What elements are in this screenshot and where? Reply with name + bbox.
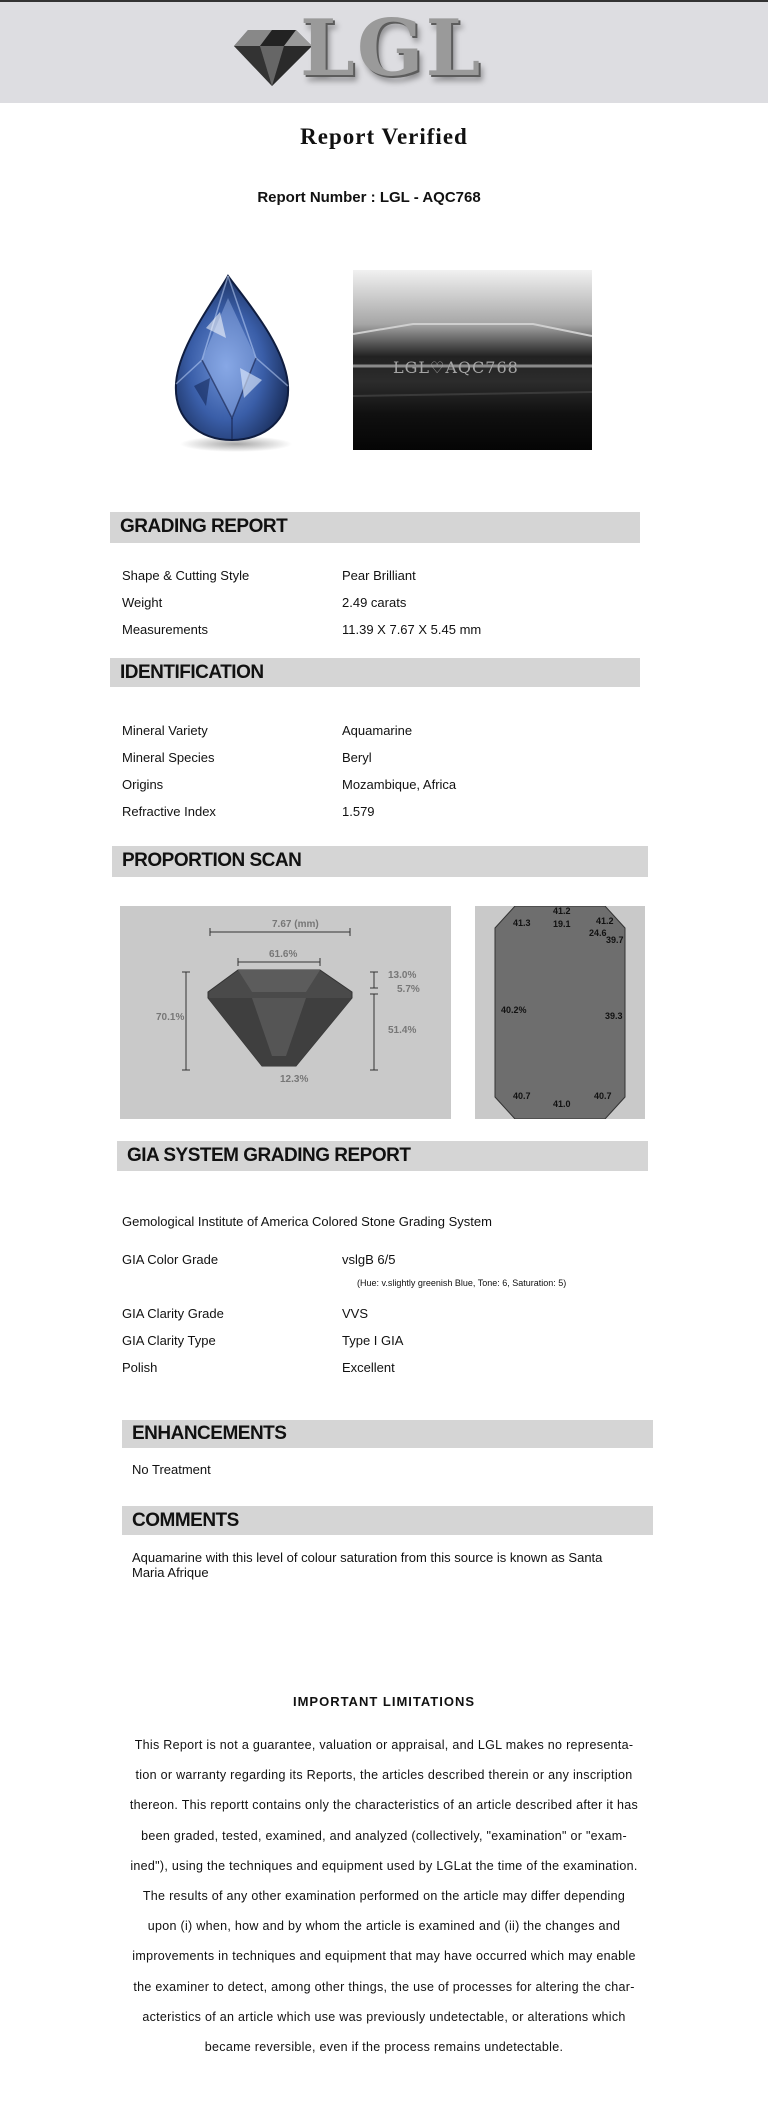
enhancements-text: No Treatment	[132, 1462, 211, 1477]
grading-report-heading: GRADING REPORT	[110, 512, 640, 543]
proportion-scan-heading: PROPORTION SCAN	[112, 846, 648, 877]
page-title: Report Verified	[300, 124, 468, 149]
mid-measure-right: 39.3	[605, 1011, 623, 1021]
row-label-gia-clarity: GIA Clarity Grade	[122, 1306, 224, 1321]
bottom-measure-left: 40.7	[513, 1091, 531, 1101]
limitations-line: been graded, tested, examined, and analyzed (collectively, "examination" or "exam-	[141, 1828, 627, 1843]
top-measure-2: 19.1	[553, 919, 571, 929]
row-label-mineral-variety: Mineral Variety	[122, 723, 208, 738]
side-profile-diagram	[120, 906, 451, 1119]
gia-color-note: (Hue: v.slightly greenish Blue, Tone: 6, Saturation: 5)	[357, 1278, 567, 1288]
inscription-photo	[353, 270, 592, 450]
row-value-gia-clarity: VVS	[342, 1306, 369, 1321]
row-label-refractive-index: Refractive Index	[122, 804, 216, 819]
header-banner	[0, 2, 768, 103]
pavilion-depth-label: 51.4%	[388, 1025, 417, 1036]
limitations-line: thereon. This reportt contains only the characteristics of an article described after it has	[129, 1798, 639, 1813]
comments-heading: COMMENTS	[122, 1506, 653, 1535]
top-measure-1: 41.2	[553, 906, 571, 916]
bottom-measure-center: 41.0	[553, 1099, 571, 1109]
row-label-shape: Shape & Cutting Style	[122, 568, 250, 583]
top-measure-4: 41.2	[596, 916, 614, 926]
bottom-measure-right: 40.7	[594, 1091, 612, 1101]
row-value-polish: Excellent	[342, 1360, 395, 1375]
limitations-line: the examiner to detect, among other things, the use of processes for altering the char-	[133, 1979, 635, 1994]
row-label-gia-color: GIA Color Grade	[122, 1252, 219, 1267]
row-value-mineral-variety: Aquamarine	[342, 723, 413, 738]
gia-heading: GIA SYSTEM GRADING REPORT	[117, 1141, 648, 1171]
gia-subtitle: Gemological Institute of America Colored Stone Grading System	[122, 1214, 492, 1229]
limitations-line: improvements in techniques and equipment that may have occurred which may enable	[132, 1949, 636, 1964]
comments-text: Aquamarine with this level of colour saturation from this source is known as Santa Maria Afrique	[132, 1550, 603, 1580]
row-value-gia-clarity-type: Type I GIA	[342, 1333, 404, 1348]
gemstone-photo	[136, 268, 324, 458]
limitations-line: acteristics of an article which use was previously undetectable, or alterations which	[142, 2009, 626, 2024]
row-value-refractive-index: 1.579	[342, 804, 375, 819]
lgl-logo[interactable]	[232, 3, 492, 96]
row-label-mineral-species: Mineral Species	[122, 750, 215, 765]
table-label: 61.6%	[269, 949, 298, 960]
enhancements-heading: ENHANCEMENTS	[122, 1420, 653, 1448]
identification-heading: IDENTIFICATION	[110, 658, 640, 687]
limitations-line: ined"), using the techniques and equipment used by LGLat the time of the examination.	[130, 1858, 638, 1873]
limitations-title: IMPORTANT LIMITATIONS	[292, 1694, 476, 1709]
row-label-measurements: Measurements	[122, 622, 208, 637]
top-measure-3: 41.3	[513, 918, 531, 928]
limitations-line: upon (i) when, how and by whom the article is examined and (ii) the changes and	[147, 1919, 621, 1934]
row-value-mineral-species: Beryl	[342, 750, 372, 765]
limitations-body	[116, 1730, 652, 2062]
crown-height-label: 13.0%	[388, 970, 417, 981]
top-view-diagram	[475, 906, 645, 1119]
inscription-text: LGL♡AQC768	[393, 358, 519, 377]
culet-label: 12.3%	[280, 1074, 309, 1085]
girdle-label: 5.7%	[397, 984, 420, 995]
row-value-gia-color: vslgB 6/5	[342, 1252, 396, 1267]
row-label-gia-clarity-type: GIA Clarity Type	[122, 1333, 216, 1348]
row-label-polish: Polish	[122, 1360, 158, 1375]
row-label-weight: Weight	[122, 595, 163, 610]
top-measure-5: 24.6	[589, 928, 607, 938]
row-value-shape: Pear Brilliant	[342, 568, 416, 583]
limitations-line: became reversible, even if the process remains undetectable.	[204, 2040, 564, 2055]
limitations-line: This Report is not a guarantee, valuation or appraisal, and LGL makes no representa-	[134, 1738, 634, 1752]
top-measure-6: 39.7	[606, 935, 624, 945]
row-value-measurements: 11.39 X 7.67 X 5.45 mm	[342, 622, 482, 637]
limitations-line: The results of any other examination performed on the article may differ depending	[142, 1889, 626, 1904]
row-value-weight: 2.49 carats	[342, 595, 407, 610]
logo-text: LGL	[300, 3, 483, 94]
row-label-origins: Origins	[122, 777, 164, 792]
report-number: Report Number : LGL - AQC768	[257, 189, 481, 206]
row-value-origins: Mozambique, Africa	[342, 777, 457, 792]
limitations-line: tion or warranty regarding its Reports, the articles described therein or any inscription	[135, 1768, 633, 1783]
width-label: 7.67 (mm)	[272, 919, 319, 930]
mid-measure-left: 40.2%	[501, 1005, 527, 1015]
total-depth-label: 70.1%	[156, 1012, 185, 1023]
